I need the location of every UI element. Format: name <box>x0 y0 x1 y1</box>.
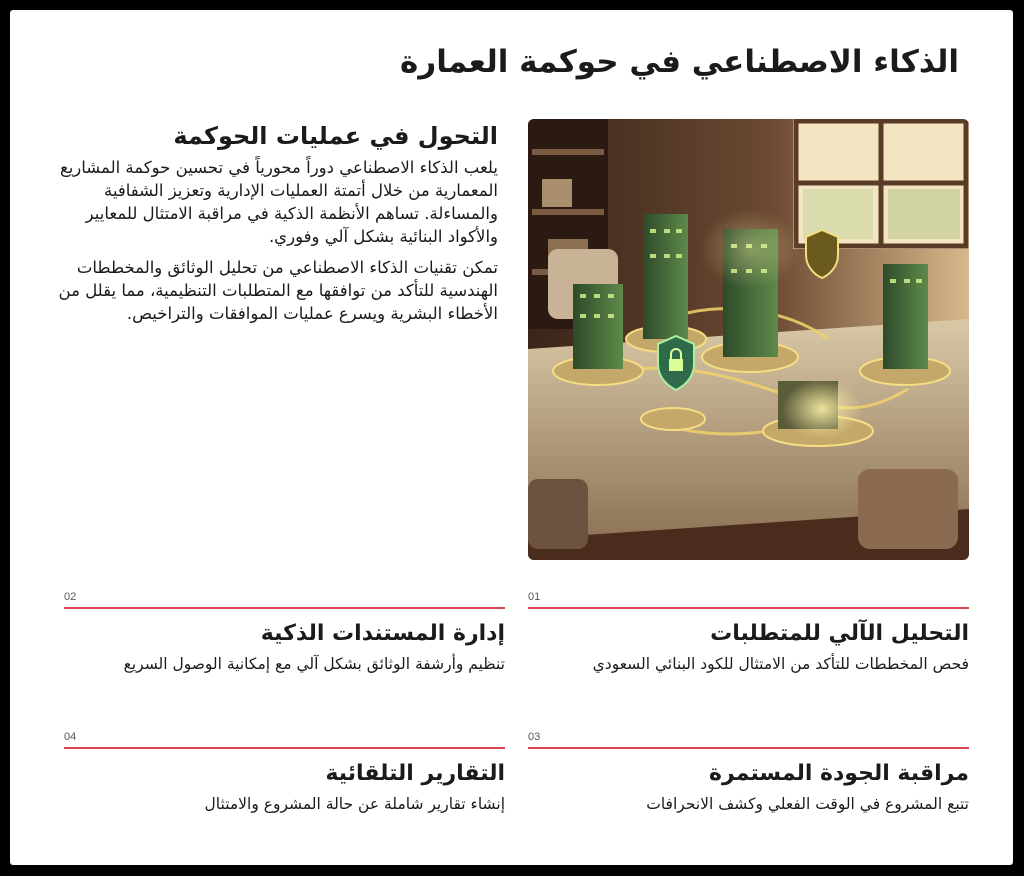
feature-description: إنشاء تقارير شاملة عن حالة المشروع والامتثال <box>204 795 505 813</box>
intro-section <box>58 122 498 333</box>
feature-card-4 <box>64 730 505 817</box>
feature-divider <box>64 747 505 749</box>
intro-paragraph-1: يلعب الذكاء الاصطناعي دوراً محورياً في تحسين حوكمة المشاريع المعمارية من خلال أتمتة العمليات الإدارية وتعزيز الشفافية والمساءلة. تساهم الأنظمة الذكية في مراقبة الامتثال للمعايير والأكواد البنائية بشكل آلي وفوري. <box>59 158 498 246</box>
slide <box>10 10 1013 865</box>
smart-city-illustration <box>528 119 969 560</box>
intro-paragraph-2: تمكن تقنيات الذكاء الاصطناعي من تحليل الوثائق والمخططات الهندسية للتأكد من توافقها مع المتطلبات التنظيمية، مما يقلل من الأخطاء البشرية ويسرع عمليات الموافقات والتراخيص. <box>58 258 498 323</box>
feature-card-3 <box>528 730 969 817</box>
feature-divider <box>528 607 969 609</box>
feature-title: مراقبة الجودة المستمرة <box>709 761 969 786</box>
feature-divider <box>528 747 969 749</box>
feature-number: 04 <box>64 731 77 743</box>
page-title: الذكاء الاصطناعي في حوكمة العمارة <box>400 44 959 80</box>
intro-heading: التحول في عمليات الحوكمة <box>173 122 498 150</box>
feature-number: 03 <box>528 731 541 743</box>
feature-description: تنظيم وأرشفة الوثائق بشكل آلي مع إمكانية الوصول السريع <box>123 655 505 673</box>
feature-title: إدارة المستندات الذكية <box>260 621 505 646</box>
feature-description: فحص المخططات للتأكد من الامتثال للكود البنائي السعودي <box>592 655 969 673</box>
feature-card-1 <box>528 590 969 677</box>
hero-image <box>528 119 969 560</box>
feature-number: 02 <box>64 591 77 603</box>
feature-card-2 <box>64 590 505 677</box>
feature-number: 01 <box>528 591 541 603</box>
feature-divider <box>64 607 505 609</box>
feature-title: التقارير التلقائية <box>325 761 505 786</box>
feature-title: التحليل الآلي للمتطلبات <box>710 621 969 646</box>
feature-description: تتبع المشروع في الوقت الفعلي وكشف الانحرافات <box>646 795 969 813</box>
